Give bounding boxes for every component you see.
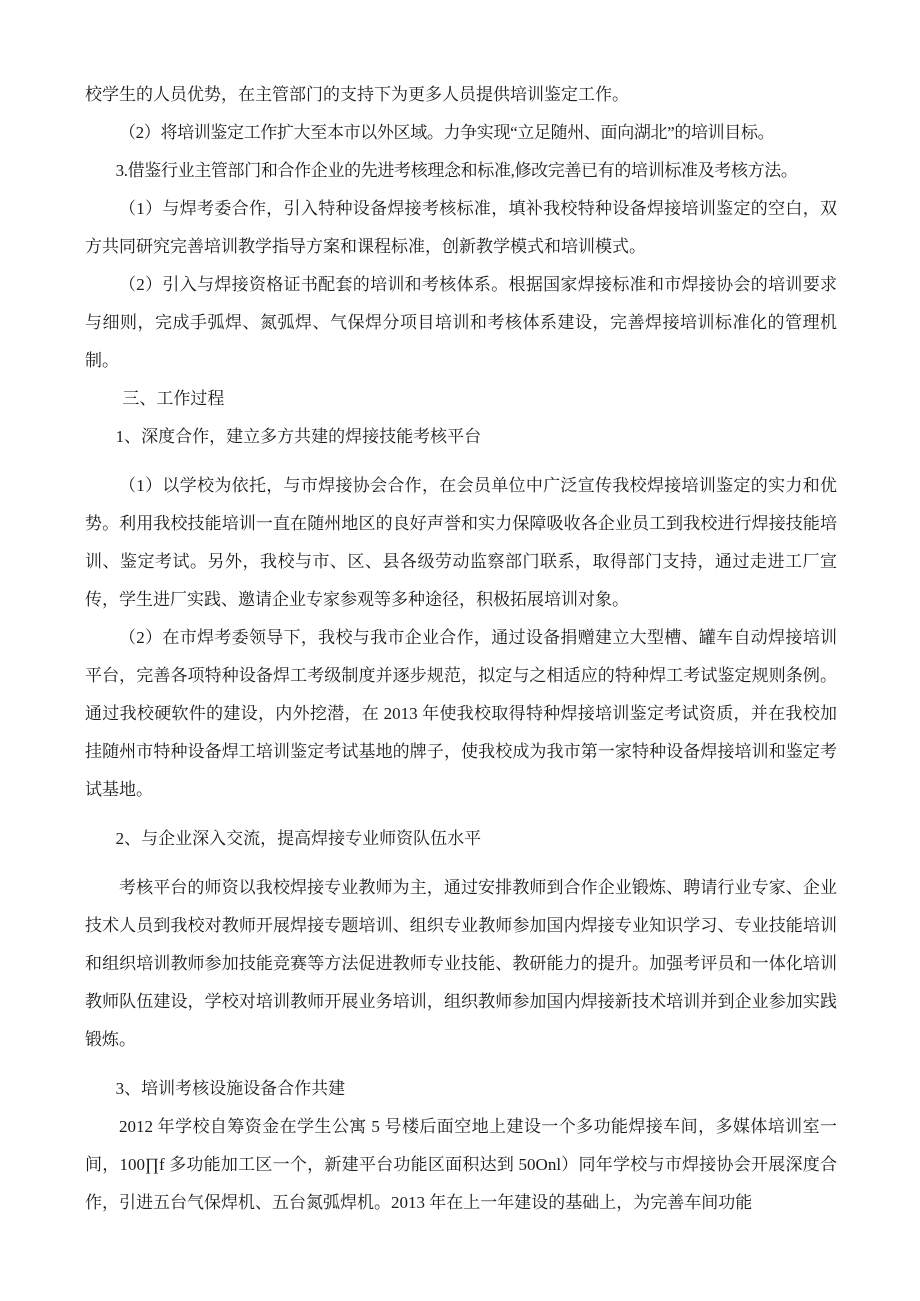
paragraph: （2）引入与焊接资格证书配套的培训和考核体系。根据国家焊接标准和市焊接协会的培训要求与细则，完成手弧焊、氮弧焊、气保焊分项目培训和考核体系建设，完善焊接培训标准化的管理机制。 [85,275,837,370]
paragraph: （2）在市焊考委领导下，我校与我市企业合作，通过设备捐赠建立大型槽、罐车自动焊接培训平台，完善各项特种设备焊工考级制度并逐步规范，拟定与之相适应的特种焊工考试鉴定规则条例。通过我校硬软件的建设，内外挖潜，在 2013 年使我校取得特种焊接培训鉴定考试资质，并在我校加挂随州市特种设备焊工培训鉴定考试基地的牌子，使我校成为我市第一家特种设备焊接培训和鉴定考试基地。 [85,628,837,799]
paragraph: （1）以学校为依托，与市焊接协会合作，在会员单位中广泛宣传我校焊接培训鉴定的实力和优势。利用我校技能培训一直在随州地区的良好声誉和实力保障吸收各企业员工到我校进行焊接技能培训、鉴定考试。另外，我校与市、区、县各级劳动监察部门联系，取得部门支持，通过走进工厂宣传，学生进厂实践、邀请企业专家参观等多种途径，积极拓展培训对象。 [85,476,837,609]
paragraph: 三、工作过程 [122,389,225,408]
paragraph: （1）与焊考委合作，引入特种设备焊接考核标准，填补我校特种设备焊接培训鉴定的空白，双方共同研究完善培训教学指导方案和课程标准，创新教学模式和培训模式。 [85,199,837,256]
paragraph: 2012 年学校自筹资金在学生公寓 5 号楼后面空地上建设一个多功能焊接车间，多媒体培训室一间，100∏f 多功能加工区一个，新建平台功能区面积达到 50Onl）同年学校与市焊接协会开展深度合作，引进五台气保焊机、五台氮弧焊机。2013 年在上一年建设的基础上，为完善车间功能 [85,1117,837,1212]
paragraph: 3、培训考核设施设备合作共建 [115,1079,346,1098]
paragraph: 3.借鉴行业主管部门和合作企业的先进考核理念和标准,修改完善已有的培训标准及考核方法。 [115,161,798,180]
paragraph: 考核平台的师资以我校焊接专业教师为主，通过安排教师到合作企业锻炼、聘请行业专家、企业技术人员到我校对教师开展焊接专题培训、组织专业教师参加国内焊接专业知识学习、专业技能培训和组织培训教师参加技能竞赛等方法促进教师专业技能、教研能力的提升。加强考评员和一体化培训教师队伍建设，学校对培训教师开展业务培训，组织教师参加国内焊接新技术培训并到企业参加实践锻炼。 [85,878,837,1049]
paragraph: 2、与企业深入交流，提高焊接专业师资队伍水平 [115,829,482,848]
document-body [85,76,837,1222]
paragraph: 1、深度合作，建立多方共建的焊接技能考核平台 [115,427,482,446]
paragraph: 校学生的人员优势，在主管部门的支持下为更多人员提供培训鉴定工作。 [85,85,629,104]
paragraph: （2）将培训鉴定工作扩大至本市以外区域。力争实现“立足随州、面向湖北”的培训目标。 [119,123,775,142]
